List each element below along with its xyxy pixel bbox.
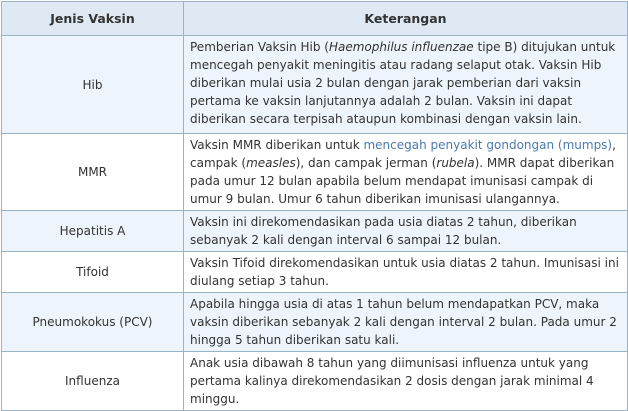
table-row xyxy=(2,134,628,211)
vaccine-description-tifoid: Vaksin Tifoid direkomendasikan untuk usia diatas 2 tahun. Imunisasi ini diulang setiap 3 tahun. xyxy=(184,252,628,293)
vaccine-description-hib xyxy=(184,36,628,134)
table-row xyxy=(2,252,628,293)
desc-text: , campak ( xyxy=(190,138,616,170)
desc-text: ). MMR dapat diberikan pada umur 12 bulan apabila belum mendapat imunisasi campak di umur 9 bulan. Umur 6 tahun diberikan imunisasi ulangannya. xyxy=(190,156,615,206)
gondongan-link[interactable]: mencegah penyakit gondongan (mumps) xyxy=(363,138,613,152)
vaccine-description-mmr xyxy=(184,134,628,211)
desc-text: Vaksin MMR diberikan untuk xyxy=(190,138,364,152)
vaccine-description-pcv: Apabila hingga usia di atas 1 tahun belum mendapatkan PCV, maka vaksin diberikan sebanyak 2 kali dengan interval 2 bulan. Pada umur 2 hingga 5 tahun diberikan satu kali. xyxy=(184,293,628,352)
table-row xyxy=(2,293,628,352)
vaccine-name-tifoid: Tifoid xyxy=(2,252,184,293)
table-header-row xyxy=(2,2,628,36)
header-vaccine-type: Jenis Vaksin xyxy=(2,2,184,36)
vaccine-name-mmr: MMR xyxy=(2,134,184,211)
desc-italic-text: rubela xyxy=(436,156,475,170)
vaccine-description-hepatitis-a: Vaksin ini direkomendasikan pada usia diatas 2 tahun, diberikan sebanyak 2 kali dengan interval 6 sampai 12 bulan. xyxy=(184,211,628,252)
table-row xyxy=(2,36,628,134)
vaccine-description-influenza: Anak usia dibawah 8 tahun yang diimunisasi influenza untuk yang pertama kalinya direkomendasikan 2 dosis dengan jarak minimal 4 minggu. xyxy=(184,352,628,411)
vaccine-name-pcv: Pneumokokus (PCV) xyxy=(2,293,184,352)
desc-text: tipe B) ditujukan untuk mencegah penyakit meningitis atau radang selaput otak. Vaksin Hib diberikan mulai usia 2 bulan dengan jarak pemberian dari vaksin pertama ke vaksin lanjutannya adalah 2 bulan. Vaksin ini dapat diberikan secara terpisah ataupun kombinasi dengan vaksin lain. xyxy=(190,40,616,126)
header-description: Keterangan xyxy=(184,2,628,36)
vaccine-name-hib: Hib xyxy=(2,36,184,134)
desc-text: ), dan campak jerman ( xyxy=(295,156,437,170)
vaccine-table xyxy=(1,1,628,411)
table-row xyxy=(2,352,628,411)
desc-italic-text: measles xyxy=(246,156,296,170)
desc-italic-text: Haemophilus influenzae xyxy=(328,40,474,54)
desc-text: Pemberian Vaksin Hib ( xyxy=(190,40,329,54)
table-row xyxy=(2,211,628,252)
vaccine-name-influenza: Influenza xyxy=(2,352,184,411)
vaccine-name-hepatitis-a: Hepatitis A xyxy=(2,211,184,252)
